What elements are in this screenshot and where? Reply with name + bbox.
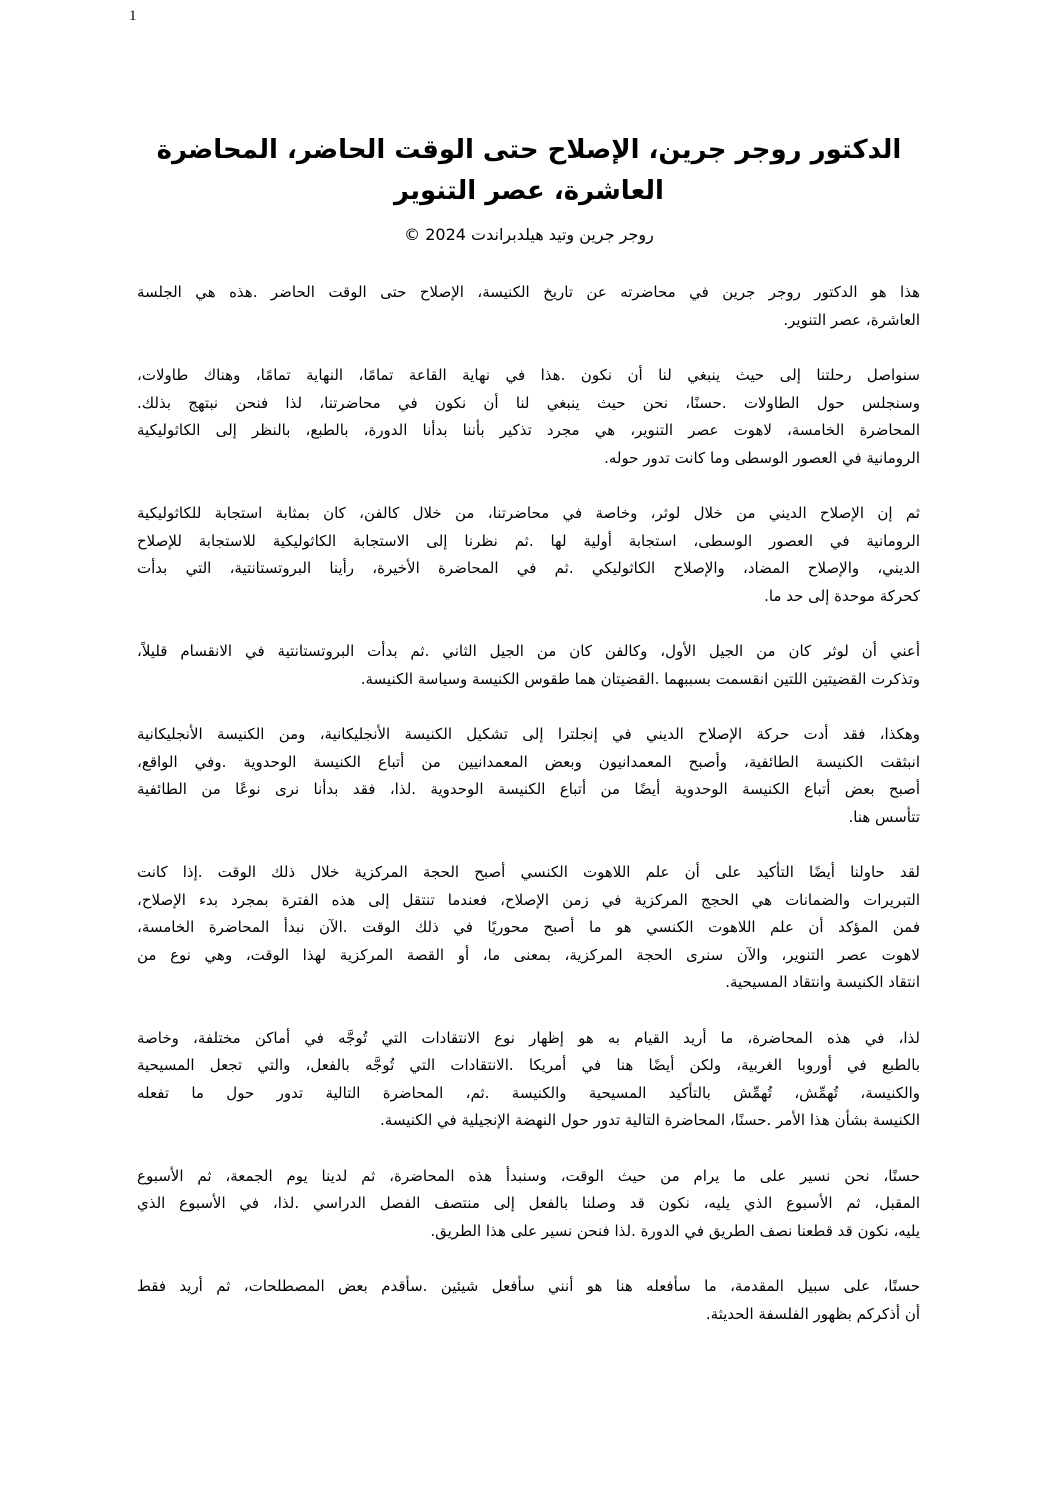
paragraph — [137, 638, 920, 693]
paragraph — [137, 1163, 920, 1246]
title-line: الدكتور روجر جرين، الإصلاح حتى الوقت الحاضر، المحاضرة — [156, 135, 902, 165]
paragraph-line: الديني، والإصلاح المضاد، والإصلاح الكاثوليكي .ثم في المحاضرة الأخيرة، رأينا البروتستانتية، التي بدأت — [137, 559, 920, 577]
paragraph-line: انتقاد الكنيسة وانتقاد المسيحية. — [725, 973, 920, 991]
paragraph-line: تتأسس هنا. — [848, 807, 920, 826]
paragraph-line: كحركة موحدة إلى حد ما. — [764, 586, 920, 605]
paragraph-line: لاهوت عصر التنوير، والآن سنرى الحجة المركزية، بمعنى ما، أو القصة المركزية لهذا الوقت، وهي نوع من — [137, 945, 920, 964]
paragraph-line: العاشرة، عصر التنوير. — [783, 310, 920, 329]
paragraph — [137, 1273, 920, 1328]
paragraph — [137, 500, 920, 610]
document-body — [137, 279, 920, 1356]
paragraph-line: المحاضرة الخامسة، لاهوت عصر التنوير، هي مجرد تذكير بأننا بدأنا الدورة، بالطبع، بالنظر إلى الكاثوليكية — [137, 421, 920, 439]
document-title — [100, 130, 958, 212]
paragraph-line: فمن المؤكد أن علم اللاهوت الكنسي هو ما أصبح محوريًا في ذلك الوقت .الآن نبدأ المحاضرة الخامسة، — [137, 918, 920, 936]
paragraph-line: المقبل، ثم الأسبوع الذي يليه، نكون قد وصلنا بالفعل إلى منتصف الفصل الدراسي .لذا، في الأسبوع الذي — [137, 1194, 920, 1212]
paragraph — [137, 721, 920, 831]
paragraph-line: بالطبع في أوروبا الغربية، ولكن أيضًا هنا في أمريكا .الانتقادات التي تُوجَّه بالفعل، والتي تجعل المسيحية — [137, 1056, 920, 1074]
paragraph-line: هذا هو الدكتور روجر جرين في محاضرته عن تاريخ الكنيسة، الإصلاح حتى الوقت الحاضر .هذه هي الجلسة — [137, 283, 920, 301]
paragraph-line: ثم إن الإصلاح الديني من خلال لوثر، وخاصة في محاضرتنا، من خلال كالفن، كان بمثابة استجابة للكاثوليكية — [137, 504, 920, 522]
paragraph-line: سنواصل رحلتنا إلى حيث ينبغي لنا أن نكون .هذا في نهاية القاعة تمامًا، النهاية تمامًا، وهناك طاولات، — [137, 366, 920, 384]
paragraph-line: التبريرات والضمانات هي الحجج المركزية في زمن الإصلاح، فعندما تنتقل إلى هذه الفترة بمجرد بدء الإصلاح، — [137, 890, 920, 909]
paragraph-line: أن أذكركم بظهور الفلسفة الحديثة. — [705, 1304, 920, 1323]
page-number: 1 — [129, 8, 137, 24]
paragraph — [137, 1025, 920, 1135]
paragraph-line: لذا، في هذه المحاضرة، ما أريد القيام به هو إظهار نوع الانتقادات التي تُوجَّه في أماكن مختلفة، وخاصة — [137, 1028, 920, 1047]
paragraph-line: وسنجلس حول الطاولات .حسنًا، نحن حيث ينبغي لنا أن نكون في محاضرتنا، لذا فنحن نبتهج بذلك. — [137, 393, 920, 412]
paragraph — [137, 279, 920, 334]
paragraph-line: وتذكرت القضيتين اللتين انقسمت بسببهما .القضيتان هما طقوس الكنيسة وسياسة الكنيسة. — [360, 669, 920, 688]
paragraph-line: الرومانية في العصور الوسطى، استجابة أولية لها .ثم نظرنا إلى الاستجابة الكاثوليكية للاستجابة للإصلاح — [137, 531, 920, 550]
paragraph-line: وهكذا، فقد أدت حركة الإصلاح الديني في إنجلترا إلى تشكيل الكنيسة الأنجليكانية، ومن الكنيسة الأنجليكانية — [137, 725, 920, 743]
paragraph-line: حسنًا، على سبيل المقدمة، ما سأفعله هنا هو أنني سأفعل شيئين .سأقدم بعض المصطلحات، ثم أريد فقط — [137, 1277, 920, 1295]
paragraph — [137, 362, 920, 472]
paragraph-line: انبثقت الكنيسة الطائفية، وأصبح المعمدانيون وبعض المعمدانيين من أتباع الكنيسة الوحدوية .وفي الواقع، — [137, 752, 920, 771]
paragraph-line: يليه، نكون قد قطعنا نصف الطريق في الدورة .لذا فنحن نسير على هذا الطريق. — [430, 1221, 920, 1240]
title-line: العاشرة، عصر التنوير — [394, 176, 664, 206]
paragraph-line: والكنيسة، تُهمِّش، تُهمِّش بالتأكيد المسيحية والكنيسة .ثم، المحاضرة التالية تدور حول ما تفعله — [137, 1083, 920, 1102]
paragraph-line: حسنًا، نحن نسير على ما يرام من حيث الوقت، وسنبدأ هذه المحاضرة، ثم لدينا يوم الجمعة، ثم الأسبوع — [137, 1166, 920, 1185]
copyright-byline: روجر جرين وتيد هيلدبراندت 2024 © — [404, 225, 654, 244]
paragraph-line: الرومانية في العصور الوسطى وما كانت تدور حوله. — [604, 448, 920, 467]
paragraph-line: أعني أن لوثر كان من الجيل الأول، وكالفن كان من الجيل الثاني .ثم بدأت البروتستانتية في الانقسام قليلاً، — [137, 642, 920, 660]
paragraph-line: لقد حاولنا أيضًا التأكيد على أن علم اللاهوت الكنسي أصبح الحجة المركزية خلال ذلك الوقت .إذا كانت — [137, 863, 920, 881]
paragraph-line: الكنيسة بشأن هذا الأمر .حسنًا، المحاضرة التالية تدور حول النهضة الإنجيلية في الكنيسة. — [380, 1111, 920, 1129]
paragraph-line: أصبح بعض أتباع الكنيسة الوحدوية أيضًا من أتباع الكنيسة الوحدوية .لذا، فقد بدأنا نرى نوعًا من الطائفية — [137, 780, 920, 798]
paragraph — [137, 859, 920, 997]
